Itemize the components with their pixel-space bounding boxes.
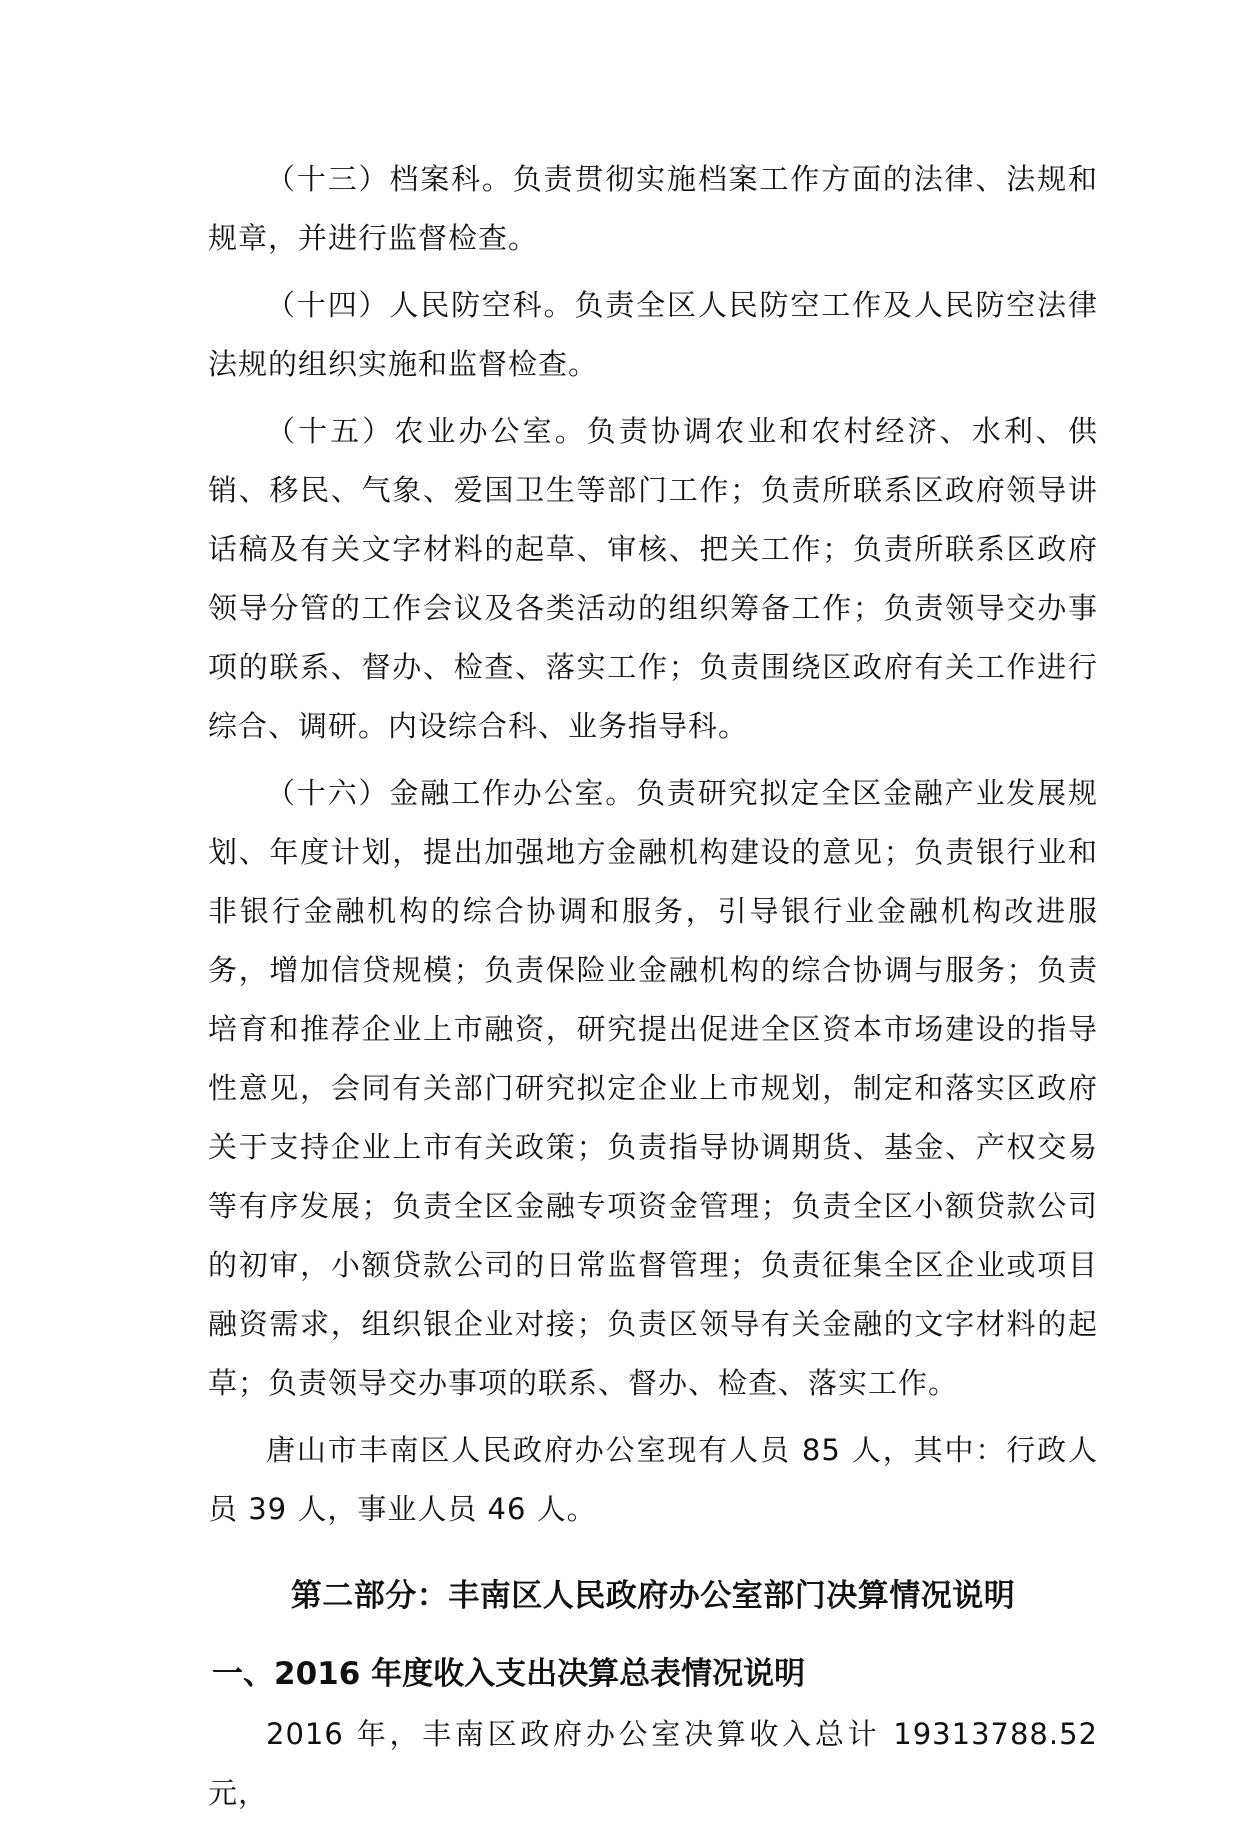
paragraph-income-total: 2016 年，丰南区政府办公室决算收入总计 19313788.52 元， — [208, 1717, 1098, 1810]
subsection-title: 一、2016 年度收入支出决算总表情况说明 — [212, 1656, 806, 1692]
paragraph-agriculture-office: （十五）农业办公室。负责协调农业和农村经济、水利、供销、移民、气象、爱国卫生等部门工作；负责所联系区政府领导讲话稿及有关文字材料的起草、审核、把关工作；负责所联系区政府领导分管的工作会议及各类活动的组织筹备工作；负责领导交办事项的联系、督办、检查、落实工作；负责围绕区政府有关工作进行综合、调研。内设综合科、业务指导科。 — [208, 414, 1098, 743]
document-body — [208, 150, 1098, 1831]
paragraph-staffing-summary: 唐山市丰南区人民政府办公室现有人员 85 人，其中：行政人员 39 人，事业人员 46 人。 — [208, 1433, 1098, 1526]
paragraph-finance-office: （十六）金融工作办公室。负责研究拟定全区金融产业发展规划、年度计划，提出加强地方金融机构建设的意见；负责银行业和非银行金融机构的综合协调和服务，引导银行业金融机构改进服务，增加信贷规模；负责保险业金融机构的综合协调与服务；负责培育和推荐企业上市融资，研究提出促进全区资本市场建设的指导性意见，会同有关部门研究拟定企业上市规划，制定和落实区政府关于支持企业上市有关政策；负责指导协调期货、基金、产权交易等有序发展；负责全区金融专项资金管理；负责全区小额贷款公司的初审，小额贷款公司的日常监督管理；负责征集全区企业或项目融资需求，组织银企业对接；负责区领导有关金融的文字材料的起草；负责领导交办事项的联系、督办、检查、落实工作。 — [208, 776, 1098, 1400]
paragraph-civil-air-defense-section: （十四）人民防空科。负责全区人民防空工作及人民防空法律法规的组织实施和监督检查。 — [208, 288, 1098, 381]
paragraph-archives-section: （十三）档案科。负责贯彻实施档案工作方面的法律、法规和规章，并进行监督检查。 — [208, 162, 1098, 255]
section-title: 第二部分：丰南区人民政府办公室部门决算情况说明 — [290, 1578, 1016, 1614]
